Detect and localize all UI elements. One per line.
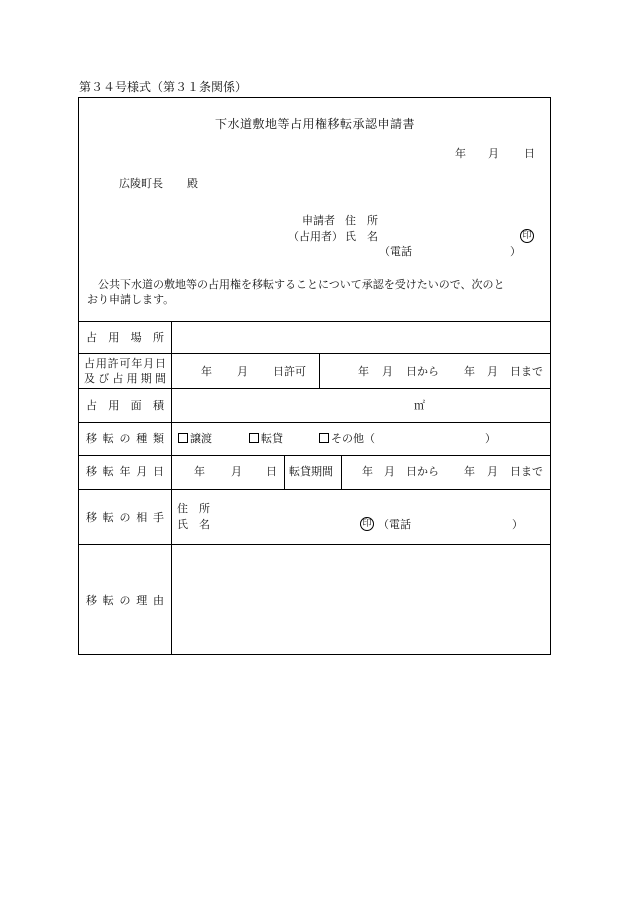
type-other-input[interactable] [372, 428, 482, 448]
party-phone-close: ） [512, 518, 523, 531]
sublease-start-day: 日から [406, 465, 439, 478]
period-start-year: 年 [358, 365, 369, 378]
date-label: 移転年月日 [86, 465, 164, 478]
applicant-phone-close: ） [510, 245, 521, 258]
row-divider [79, 489, 551, 490]
party-name-label: 氏 名 [177, 518, 210, 531]
sublease-end-month: 月 [487, 465, 498, 478]
party-address-label: 住 所 [177, 502, 210, 515]
period-end-day: 日まで [510, 365, 543, 378]
honorific: 殿 [187, 177, 198, 190]
sublease-start-month: 月 [384, 465, 395, 478]
row-divider [79, 422, 551, 423]
row-divider [79, 353, 551, 354]
checkbox-icon[interactable] [319, 433, 329, 443]
form-number: 第３４号様式（第３１条関係） [79, 80, 248, 94]
location-label: 占用場所 [86, 331, 164, 344]
type-option-other[interactable] [319, 433, 375, 444]
party-seal-icon: 印 [360, 517, 374, 531]
checkbox-icon[interactable] [249, 433, 259, 443]
applicant-seal-icon: 印 [520, 229, 534, 243]
sublease-cell-divider [341, 455, 342, 489]
permit-year: 年 [201, 365, 212, 378]
applicant-name-label: 氏 名 [345, 230, 378, 243]
addressee: 広陵町長 [119, 177, 163, 190]
applicant-role-occupant: （占用者） [288, 230, 343, 243]
checkbox-icon[interactable] [178, 433, 188, 443]
applicant-address-label: 住 所 [345, 214, 378, 227]
row-divider [79, 455, 551, 456]
type-label: 移転の種類 [86, 432, 164, 445]
period-start-day: 日から [406, 365, 439, 378]
type-option-sublease[interactable] [249, 433, 283, 444]
area-unit: ㎡ [414, 399, 425, 412]
permit-cell-divider [319, 353, 320, 388]
period-start-month: 月 [382, 365, 393, 378]
party-address-input[interactable] [220, 499, 540, 514]
row-divider [79, 544, 551, 545]
permit-day: 日許可 [273, 365, 306, 378]
applicant-phone-open: （電話 [379, 245, 412, 258]
area-label: 占用面積 [86, 399, 164, 412]
sublease-period-label: 転貸期間 [289, 465, 333, 478]
area-input[interactable] [176, 392, 416, 418]
transfer-month: 月 [231, 465, 242, 478]
type-option-transfer-label: 譲渡 [190, 432, 212, 445]
applicant-role: 申請者 [302, 214, 335, 227]
transfer-day: 日 [266, 465, 277, 478]
party-phone-open: （電話 [378, 518, 411, 531]
sublease-start-year: 年 [362, 465, 373, 478]
row-divider [79, 388, 551, 389]
sublease-end-day: 日まで [510, 465, 543, 478]
reason-input[interactable] [176, 548, 546, 651]
type-other-close: ） [485, 432, 496, 445]
party-phone-input[interactable] [418, 516, 508, 531]
type-option-other-label: その他（ [331, 432, 375, 445]
permit-label-line-1: 占用許可年月日 [84, 357, 166, 370]
row-divider [79, 321, 551, 322]
location-input[interactable] [176, 325, 546, 349]
period-end-year: 年 [464, 365, 475, 378]
type-option-sublease-label: 転貸 [261, 432, 283, 445]
date-cell-divider [284, 455, 285, 489]
form-title: 下水道敷地等占用権移転承認申請書 [214, 117, 415, 131]
statement-line-1: 公共下水道の敷地等の占用権を移転することについて承認を受けたいので、次のと [98, 278, 505, 291]
date-day-label: 日 [524, 147, 535, 160]
date-year-label: 年 [455, 147, 466, 160]
date-month-label: 月 [488, 147, 499, 160]
reason-label: 移転の理由 [86, 594, 164, 607]
label-column-divider [171, 321, 172, 655]
party-label: 移転の相手 [86, 511, 164, 524]
party-name-input[interactable] [220, 516, 350, 531]
transfer-year: 年 [194, 465, 205, 478]
permit-month: 月 [237, 365, 248, 378]
statement-line-2: おり申請します。 [87, 293, 175, 306]
period-end-month: 月 [487, 365, 498, 378]
permit-label-line-2: 及び占用期間 [84, 372, 166, 385]
sublease-end-year: 年 [464, 465, 475, 478]
type-option-transfer[interactable] [178, 433, 212, 444]
